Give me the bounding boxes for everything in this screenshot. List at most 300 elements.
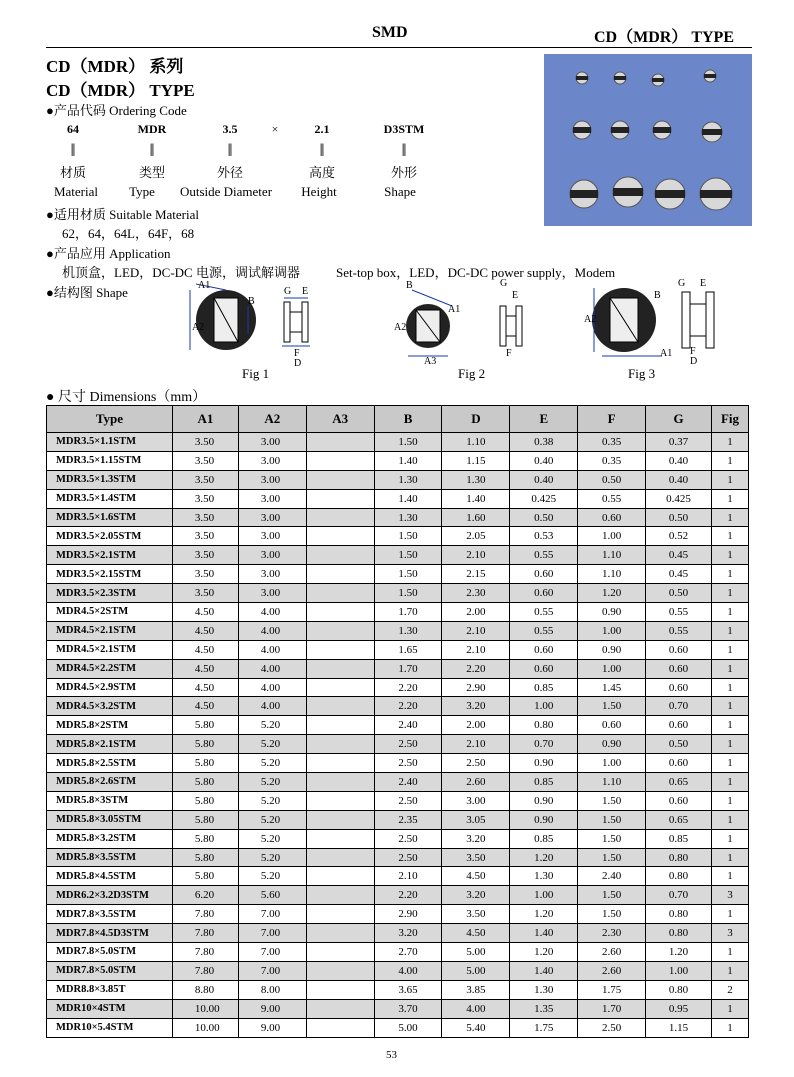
table-row — [47, 470, 749, 489]
value-cell: 5.20 — [238, 810, 306, 829]
value-cell: 2.50 — [578, 1018, 646, 1037]
table-row — [47, 565, 749, 584]
value-cell: 1 — [711, 735, 748, 754]
value-cell: 1.40 — [374, 451, 442, 470]
value-cell: 1 — [711, 451, 748, 470]
value-cell: 3 — [711, 886, 748, 905]
value-cell — [306, 754, 374, 773]
value-cell: 0.60 — [646, 754, 712, 773]
value-cell: 7.80 — [172, 943, 238, 962]
value-cell: 2.90 — [374, 905, 442, 924]
value-cell: 5.20 — [238, 716, 306, 735]
table-row — [47, 1018, 749, 1037]
type-cell: MDR3.5×1.6STM — [47, 508, 173, 527]
value-cell: 3.00 — [238, 470, 306, 489]
value-cell: 3.50 — [172, 565, 238, 584]
value-cell — [306, 829, 374, 848]
separator-mark: ‖ — [319, 140, 325, 160]
value-cell: 2.70 — [374, 943, 442, 962]
value-cell — [306, 867, 374, 886]
value-cell: 0.35 — [578, 433, 646, 452]
value-cell: 2.10 — [442, 735, 510, 754]
application-en: Set-top box，LED，DC-DC power supply，Modem — [336, 265, 616, 280]
type-cell: MDR7.8×4.5D3STM — [47, 924, 173, 943]
value-cell: 5.00 — [442, 961, 510, 980]
value-cell: 1 — [711, 433, 748, 452]
value-cell: 8.00 — [238, 980, 306, 999]
value-cell: 2.30 — [442, 584, 510, 603]
material-list: 62，64，64L，64F，68 — [62, 226, 195, 241]
value-cell: 1.50 — [374, 546, 442, 565]
value-cell: 4.00 — [238, 640, 306, 659]
type-cell: MDR3.5×2.15STM — [47, 565, 173, 584]
dimensions-table — [46, 405, 749, 1038]
value-cell: 0.60 — [510, 584, 578, 603]
separator-mark: ‖ — [149, 140, 155, 160]
figure-1-drawing — [186, 276, 326, 368]
table-row — [47, 999, 749, 1018]
fig1-label-g: G — [284, 286, 292, 297]
value-cell: 0.40 — [510, 451, 578, 470]
value-cell: 1 — [711, 678, 748, 697]
table-row — [47, 810, 749, 829]
value-cell: 1.75 — [578, 980, 646, 999]
value-cell: 2.20 — [374, 678, 442, 697]
value-cell: 1.10 — [578, 546, 646, 565]
value-cell: 10.00 — [172, 999, 238, 1018]
fig1-label-d: D — [294, 358, 302, 368]
value-cell: 4.00 — [238, 678, 306, 697]
value-cell: 2.15 — [442, 565, 510, 584]
fig2-label-g: G — [500, 278, 508, 289]
value-cell: 0.55 — [578, 489, 646, 508]
value-cell: 0.90 — [510, 810, 578, 829]
type-cell: MDR5.8×3STM — [47, 791, 173, 810]
value-cell: 7.00 — [238, 924, 306, 943]
table-row — [47, 829, 749, 848]
table-row — [47, 924, 749, 943]
table-row — [47, 546, 749, 565]
value-cell: 2.20 — [374, 697, 442, 716]
value-cell: 1 — [711, 905, 748, 924]
value-cell: 7.00 — [238, 943, 306, 962]
column-header: Fig — [711, 406, 748, 433]
value-cell: 1.50 — [578, 886, 646, 905]
fig3-label-e: E — [700, 278, 707, 289]
value-cell: 2.20 — [374, 886, 442, 905]
value-cell: 0.50 — [578, 470, 646, 489]
value-cell: 0.80 — [646, 980, 712, 999]
value-cell: 0.60 — [646, 716, 712, 735]
type-cell: MDR7.8×5.0STM — [47, 943, 173, 962]
value-cell: 0.53 — [510, 527, 578, 546]
value-cell: 1.40 — [442, 489, 510, 508]
value-cell — [306, 489, 374, 508]
value-cell: 3.20 — [442, 886, 510, 905]
value-cell: 0.90 — [578, 640, 646, 659]
value-cell: 2.10 — [442, 546, 510, 565]
value-cell: 2.50 — [374, 848, 442, 867]
value-cell: 4.00 — [442, 999, 510, 1018]
value-cell: 0.60 — [578, 716, 646, 735]
value-cell: 4.00 — [238, 697, 306, 716]
value-cell: 3.05 — [442, 810, 510, 829]
value-cell: 1 — [711, 943, 748, 962]
value-cell: 1 — [711, 640, 748, 659]
table-row — [47, 867, 749, 886]
value-cell: 0.65 — [646, 810, 712, 829]
value-cell: 5.80 — [172, 754, 238, 773]
column-header: F — [578, 406, 646, 433]
column-header: B — [374, 406, 442, 433]
value-cell: 1 — [711, 697, 748, 716]
value-cell: 3.50 — [172, 489, 238, 508]
fig1-label-e: E — [302, 286, 309, 297]
value-cell: 4.50 — [172, 659, 238, 678]
value-cell: 3.50 — [172, 527, 238, 546]
value-cell: 4.50 — [172, 678, 238, 697]
value-cell: 1.30 — [442, 470, 510, 489]
value-cell: 1 — [711, 773, 748, 792]
value-cell: 0.60 — [646, 640, 712, 659]
value-cell: 1.30 — [510, 980, 578, 999]
value-cell: 1 — [711, 848, 748, 867]
value-cell: 0.40 — [646, 451, 712, 470]
value-cell: 1.30 — [374, 470, 442, 489]
fig3-label-a1: A1 — [660, 348, 673, 359]
type-cell: MDR5.8×2STM — [47, 716, 173, 735]
type-cell: MDR5.8×4.5STM — [47, 867, 173, 886]
value-cell: 1.70 — [578, 999, 646, 1018]
value-cell: 0.52 — [646, 527, 712, 546]
separator-mark: ‖ — [70, 140, 76, 160]
value-cell: 1 — [711, 489, 748, 508]
value-cell: 2.20 — [442, 659, 510, 678]
value-cell — [306, 603, 374, 622]
value-cell: 0.50 — [646, 735, 712, 754]
table-row — [47, 678, 749, 697]
value-cell: 1.00 — [578, 527, 646, 546]
value-cell: 3.50 — [172, 546, 238, 565]
value-cell: 3 — [711, 924, 748, 943]
type-cell: MDR10×4STM — [47, 999, 173, 1018]
table-row — [47, 584, 749, 603]
value-cell: 1.50 — [578, 810, 646, 829]
value-cell: 2.10 — [374, 867, 442, 886]
series-title-en: CD（MDR） TYPE — [46, 81, 195, 100]
type-cell: MDR7.8×3.5STM — [47, 905, 173, 924]
value-cell: 1.50 — [578, 791, 646, 810]
column-header: A2 — [238, 406, 306, 433]
value-cell: 0.90 — [578, 735, 646, 754]
value-cell: 0.55 — [646, 603, 712, 622]
value-cell: 5.20 — [238, 791, 306, 810]
column-header: E — [510, 406, 578, 433]
value-cell: 2.40 — [374, 773, 442, 792]
value-cell: 1.30 — [510, 867, 578, 886]
table-row — [47, 451, 749, 470]
column-header: D — [442, 406, 510, 433]
value-cell: 0.55 — [646, 621, 712, 640]
figure-1-caption: Fig 1 — [242, 366, 270, 381]
value-cell: 3.50 — [172, 584, 238, 603]
value-cell: 1.50 — [578, 848, 646, 867]
value-cell: 3.00 — [238, 546, 306, 565]
value-cell: 10.00 — [172, 1018, 238, 1037]
value-cell: 1.75 — [510, 1018, 578, 1037]
type-cell: MDR4.5×2.1STM — [47, 640, 173, 659]
value-cell: 3.50 — [172, 433, 238, 452]
value-cell: 5.80 — [172, 829, 238, 848]
value-cell: 4.50 — [172, 603, 238, 622]
type-cell: MDR3.5×2.3STM — [47, 584, 173, 603]
value-cell: 5.80 — [172, 848, 238, 867]
value-cell: 0.90 — [510, 754, 578, 773]
table-row — [47, 433, 749, 452]
column-header: Type — [47, 406, 173, 433]
value-cell: 1.10 — [578, 565, 646, 584]
value-cell: 0.35 — [578, 451, 646, 470]
value-cell: 2.05 — [442, 527, 510, 546]
value-cell: 0.65 — [646, 773, 712, 792]
value-cell: 0.95 — [646, 999, 712, 1018]
value-cell: 4.50 — [442, 867, 510, 886]
value-cell: 1.15 — [442, 451, 510, 470]
value-cell — [306, 905, 374, 924]
value-cell: 0.60 — [646, 791, 712, 810]
value-cell: 1.50 — [578, 697, 646, 716]
label-diameter-en: Outside Diameter — [179, 184, 273, 199]
table-row — [47, 603, 749, 622]
value-cell: 1 — [711, 867, 748, 886]
code-type: MDR — [137, 122, 167, 136]
table-row — [47, 735, 749, 754]
table-row — [47, 659, 749, 678]
value-cell: 5.60 — [238, 886, 306, 905]
value-cell — [306, 1018, 374, 1037]
type-cell: MDR10×5.4STM — [47, 1018, 173, 1037]
value-cell: 3.00 — [238, 489, 306, 508]
value-cell: 1 — [711, 546, 748, 565]
value-cell: 5.20 — [238, 735, 306, 754]
value-cell — [306, 999, 374, 1018]
value-cell: 0.70 — [646, 886, 712, 905]
value-cell: 1 — [711, 621, 748, 640]
type-cell: MDR3.5×2.1STM — [47, 546, 173, 565]
value-cell: 4.50 — [442, 924, 510, 943]
value-cell: 3.50 — [172, 451, 238, 470]
value-cell: 0.90 — [578, 603, 646, 622]
table-row — [47, 489, 749, 508]
value-cell: 1.50 — [374, 565, 442, 584]
table-row — [47, 943, 749, 962]
column-header: A1 — [172, 406, 238, 433]
value-cell: 7.00 — [238, 961, 306, 980]
fig1-label-a2: A2 — [192, 322, 205, 333]
table-row — [47, 773, 749, 792]
value-cell: 1 — [711, 791, 748, 810]
value-cell: 3.00 — [238, 433, 306, 452]
value-cell: 2.60 — [578, 943, 646, 962]
value-cell: 5.80 — [172, 810, 238, 829]
fig2-label-f: F — [506, 348, 512, 359]
value-cell: 0.70 — [510, 735, 578, 754]
value-cell: 1.50 — [578, 829, 646, 848]
ordering-heading: ●产品代码 Ordering Code — [46, 103, 187, 118]
value-cell: 3.70 — [374, 999, 442, 1018]
value-cell: 1.40 — [510, 961, 578, 980]
value-cell: 1 — [711, 961, 748, 980]
value-cell — [306, 716, 374, 735]
value-cell — [306, 508, 374, 527]
fig3-label-g: G — [678, 278, 686, 289]
value-cell: 7.00 — [238, 905, 306, 924]
type-cell: MDR8.8×3.85T — [47, 980, 173, 999]
value-cell: 1 — [711, 829, 748, 848]
value-cell: 1.45 — [578, 678, 646, 697]
value-cell: 1.70 — [374, 659, 442, 678]
material-heading: ●适用材质 Suitable Material — [46, 207, 199, 222]
value-cell: 1 — [711, 508, 748, 527]
value-cell — [306, 640, 374, 659]
value-cell: 0.85 — [510, 678, 578, 697]
value-cell: 5.00 — [374, 1018, 442, 1037]
label-shape-en: Shape — [384, 184, 416, 199]
value-cell: 0.40 — [510, 470, 578, 489]
fig2-label-e: E — [512, 290, 519, 301]
value-cell: 1.20 — [578, 584, 646, 603]
type-cell: MDR5.8×3.5STM — [47, 848, 173, 867]
value-cell: 0.60 — [510, 565, 578, 584]
value-cell: 1.10 — [578, 773, 646, 792]
value-cell: 0.50 — [646, 584, 712, 603]
fig2-label-a3: A3 — [424, 356, 437, 367]
type-cell: MDR5.8×2.1STM — [47, 735, 173, 754]
fig2-label-a2: A2 — [394, 322, 407, 333]
value-cell: 1 — [711, 1018, 748, 1037]
application-cn: 机顶盒，LED，DC-DC 电源，调试解调器 — [62, 265, 300, 280]
value-cell: 0.60 — [646, 678, 712, 697]
value-cell: 5.80 — [172, 716, 238, 735]
table-row — [47, 640, 749, 659]
value-cell: 0.55 — [510, 546, 578, 565]
value-cell: 7.80 — [172, 905, 238, 924]
value-cell: 3.65 — [374, 980, 442, 999]
value-cell: 2 — [711, 980, 748, 999]
value-cell — [306, 773, 374, 792]
value-cell: 2.60 — [442, 773, 510, 792]
value-cell: 1.30 — [374, 621, 442, 640]
table-row — [47, 905, 749, 924]
value-cell: 0.60 — [510, 659, 578, 678]
value-cell: 0.425 — [646, 489, 712, 508]
value-cell: 0.80 — [646, 924, 712, 943]
value-cell: 1.40 — [374, 489, 442, 508]
value-cell: 2.60 — [578, 961, 646, 980]
shape-heading: ●结构图 Shape — [46, 285, 128, 300]
value-cell: 2.00 — [442, 603, 510, 622]
value-cell: 1.70 — [374, 603, 442, 622]
value-cell — [306, 924, 374, 943]
value-cell: 4.00 — [238, 621, 306, 640]
value-cell: 3.85 — [442, 980, 510, 999]
code-shape: D3STM — [383, 122, 425, 136]
value-cell: 5.20 — [238, 848, 306, 867]
table-row — [47, 791, 749, 810]
label-height-en: Height — [301, 184, 337, 199]
code-diameter: 3.5 — [222, 122, 238, 136]
fig3-label-a2: A2 — [584, 314, 597, 325]
type-cell: MDR3.5×1.4STM — [47, 489, 173, 508]
value-cell: 1.60 — [442, 508, 510, 527]
column-header: G — [646, 406, 712, 433]
type-cell: MDR3.5×1.15STM — [47, 451, 173, 470]
value-cell: 3.00 — [442, 791, 510, 810]
value-cell — [306, 943, 374, 962]
type-cell: MDR4.5×2.2STM — [47, 659, 173, 678]
type-cell: MDR5.8×3.05STM — [47, 810, 173, 829]
label-diameter-cn: 外径 — [216, 165, 243, 180]
value-cell: 1.00 — [510, 697, 578, 716]
value-cell: 2.30 — [578, 924, 646, 943]
value-cell: 1 — [711, 754, 748, 773]
value-cell: 4.00 — [374, 961, 442, 980]
column-header: A3 — [306, 406, 374, 433]
type-cell: MDR3.5×1.3STM — [47, 470, 173, 489]
dimensions-heading: ● 尺寸 Dimensions（mm） — [46, 390, 207, 405]
value-cell: 1.20 — [510, 848, 578, 867]
value-cell: 8.80 — [172, 980, 238, 999]
type-cell: MDR7.8×5.0STM — [47, 961, 173, 980]
value-cell: 0.60 — [578, 508, 646, 527]
value-cell: 2.50 — [374, 754, 442, 773]
value-cell: 1.10 — [442, 433, 510, 452]
value-cell: 3.00 — [238, 451, 306, 470]
figure-2-drawing — [392, 276, 532, 368]
value-cell: 1 — [711, 470, 748, 489]
fig3-label-b: B — [654, 290, 661, 301]
type-cell: MDR5.8×3.2STM — [47, 829, 173, 848]
value-cell: 1 — [711, 659, 748, 678]
value-cell: 1 — [711, 999, 748, 1018]
value-cell — [306, 433, 374, 452]
figure-2-caption: Fig 2 — [458, 366, 486, 381]
value-cell: 5.00 — [442, 943, 510, 962]
value-cell: 3.00 — [238, 565, 306, 584]
value-cell: 0.45 — [646, 546, 712, 565]
value-cell — [306, 961, 374, 980]
value-cell: 5.80 — [172, 867, 238, 886]
code-height: 2.1 — [314, 122, 330, 136]
value-cell: 0.70 — [646, 697, 712, 716]
label-type-cn: 类型 — [138, 165, 165, 180]
value-cell: 1.00 — [578, 621, 646, 640]
value-cell — [306, 451, 374, 470]
value-cell: 1 — [711, 810, 748, 829]
value-cell: 2.10 — [442, 621, 510, 640]
table-row — [47, 508, 749, 527]
header-rule — [46, 47, 752, 48]
value-cell: 0.50 — [510, 508, 578, 527]
value-cell: 1 — [711, 527, 748, 546]
value-cell: 0.38 — [510, 433, 578, 452]
value-cell: 1.50 — [374, 527, 442, 546]
value-cell — [306, 546, 374, 565]
value-cell: 0.45 — [646, 565, 712, 584]
type-cell: MDR3.5×2.05STM — [47, 527, 173, 546]
type-cell: MDR3.5×1.1STM — [47, 433, 173, 452]
value-cell: 1 — [711, 584, 748, 603]
